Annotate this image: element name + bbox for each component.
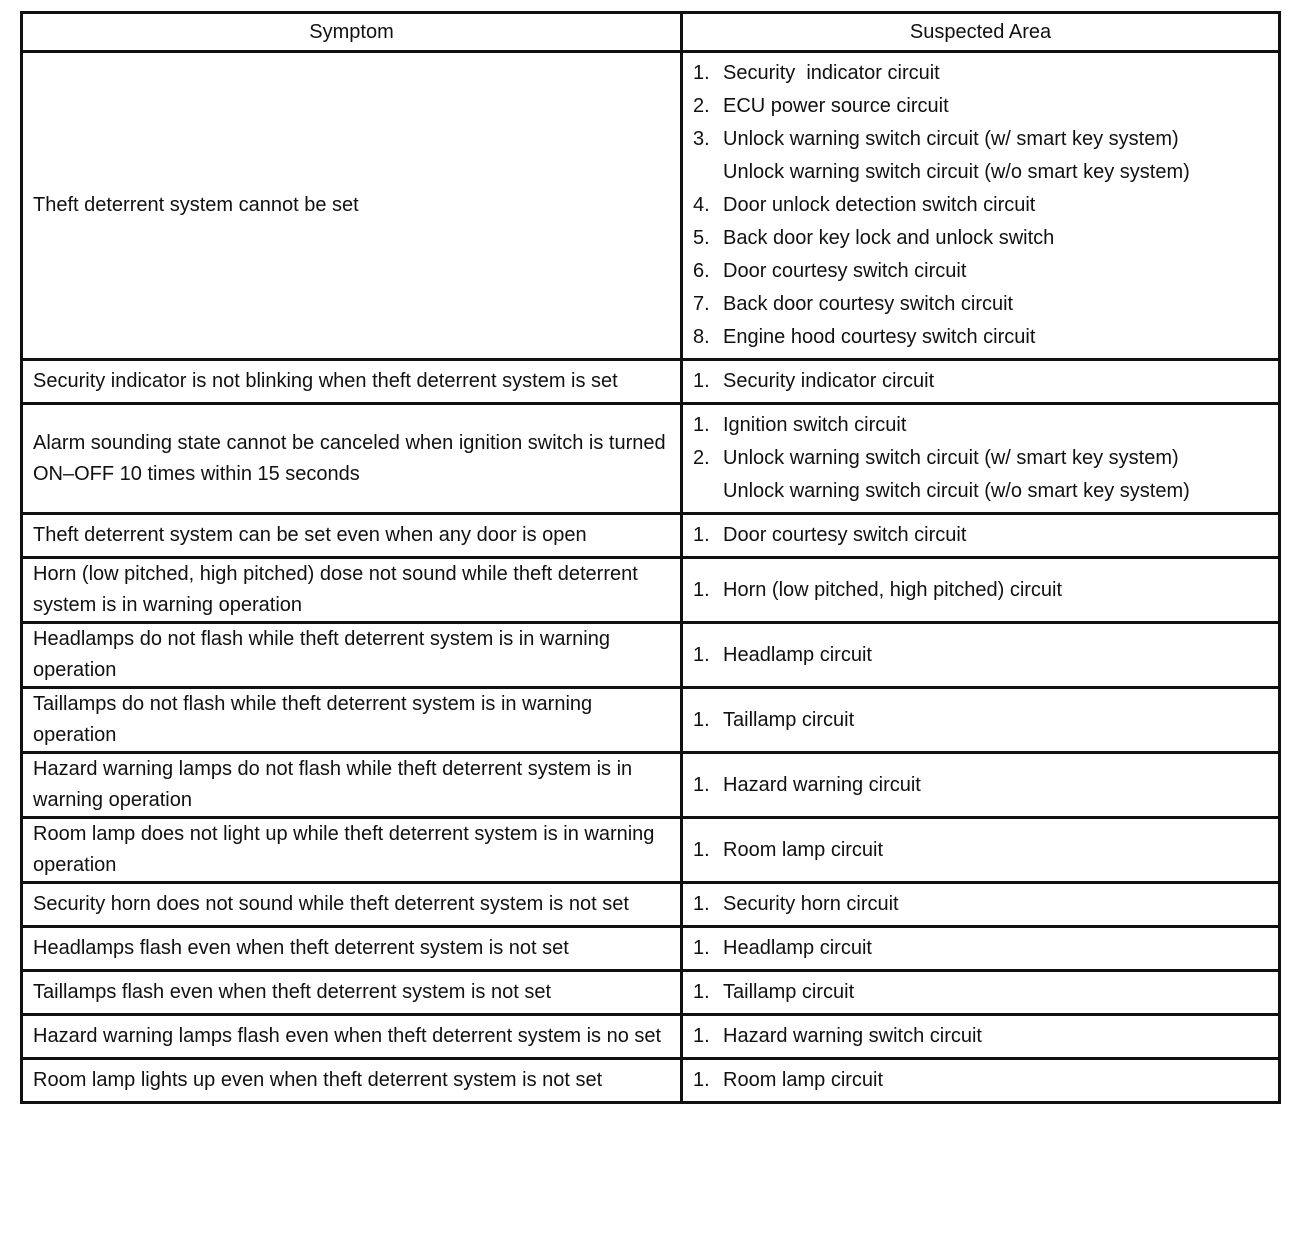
suspected-area-item — [693, 189, 1268, 222]
symptom-cell — [22, 1015, 682, 1059]
table-row — [22, 927, 1280, 971]
table-row — [22, 688, 1280, 753]
table-body — [22, 52, 1280, 1103]
suspected-area-item — [693, 1020, 1268, 1053]
symptom-text: Security horn does not sound while theft deterrent system is not set — [33, 893, 629, 915]
item-text: Door courtesy switch circuit — [723, 260, 967, 282]
suspected-area-item — [693, 639, 1268, 672]
item-number: 8. — [693, 326, 710, 348]
suspected-area-cell — [682, 404, 1280, 514]
symptom-text: Taillamps flash even when theft deterrent system is not set — [33, 981, 552, 1003]
item-number: 1. — [693, 893, 710, 915]
table-row — [22, 753, 1280, 818]
symptom-cell — [22, 688, 682, 753]
item-text: Taillamp circuit — [723, 981, 855, 1003]
item-text: Door unlock detection switch circuit — [723, 194, 1036, 216]
suspected-area-cell — [682, 1059, 1280, 1103]
item-text: Back door key lock and unlock switch — [723, 227, 1055, 249]
table-row — [22, 404, 1280, 514]
item-number: 3. — [693, 128, 710, 150]
suspected-area-item — [693, 574, 1268, 607]
suspected-area-item — [693, 156, 1268, 189]
symptom-text: Taillamps do not flash while theft deterrent system is in warning operation — [33, 693, 593, 746]
item-text: ECU power source circuit — [723, 95, 949, 117]
table-row — [22, 818, 1280, 883]
symptom-cell — [22, 52, 682, 360]
item-number — [693, 156, 723, 189]
item-text: Back door courtesy switch circuit — [723, 293, 1014, 315]
symptom-text: Hazard warning lamps do not flash while theft deterrent system is in warning operation — [33, 758, 633, 811]
symptom-cell — [22, 514, 682, 558]
table-row — [22, 514, 1280, 558]
symptom-cell — [22, 818, 682, 883]
symptom-cell — [22, 971, 682, 1015]
suspected-area-cell — [682, 623, 1280, 688]
symptom-text: Theft deterrent system can be set even when any door is open — [33, 524, 587, 546]
item-number: 1. — [693, 1069, 710, 1091]
symptom-text: Security indicator is not blinking when theft deterrent system is set — [33, 370, 618, 392]
symptom-cell — [22, 360, 682, 404]
item-number: 1. — [693, 643, 710, 666]
symptom-text: Alarm sounding state cannot be canceled when ignition switch is turned ON–OFF 10 times within 15 seconds — [33, 431, 666, 485]
table-row — [22, 1015, 1280, 1059]
item-number: 1. — [693, 524, 710, 546]
table-row — [22, 971, 1280, 1015]
symptom-text: Horn (low pitched, high pitched) dose not sound while theft deterrent system is in warning operation — [33, 563, 638, 616]
symptom-cell — [22, 1059, 682, 1103]
item-text: Security indicator circuit — [723, 370, 935, 392]
suspected-area-cell — [682, 883, 1280, 927]
symptom-text: Hazard warning lamps flash even when theft deterrent system is no set — [33, 1025, 662, 1047]
item-number: 1. — [693, 578, 710, 601]
symptom-cell — [22, 404, 682, 514]
suspected-area-item — [693, 475, 1268, 508]
suspected-area-item — [693, 932, 1268, 965]
suspected-area-item — [693, 90, 1268, 123]
suspected-area-item — [693, 222, 1268, 255]
suspected-area-cell — [682, 818, 1280, 883]
item-text: Room lamp circuit — [723, 1069, 884, 1091]
item-text: Hazard warning switch circuit — [723, 1025, 982, 1047]
item-number: 1. — [693, 62, 710, 84]
suspected-area-item — [693, 888, 1268, 921]
item-text: Door courtesy switch circuit — [723, 524, 967, 546]
item-text: Hazard warning circuit — [723, 773, 921, 796]
symptom-column-header: Symptom — [22, 13, 682, 52]
item-number: 1. — [693, 1025, 710, 1047]
table-row — [22, 360, 1280, 404]
suspected-area-item — [693, 365, 1268, 398]
symptom-text: Theft deterrent system cannot be set — [33, 194, 359, 216]
item-number: 1. — [693, 708, 710, 731]
suspected-area-item — [693, 321, 1268, 354]
item-text: Unlock warning switch circuit (w/ smart key system) — [723, 128, 1179, 150]
symptom-cell — [22, 558, 682, 623]
item-text: Unlock warning switch circuit (w/o smart key system) — [723, 161, 1190, 183]
symptom-cell — [22, 623, 682, 688]
item-number: 2. — [693, 95, 710, 117]
table-row — [22, 52, 1280, 360]
symptom-table — [20, 11, 1281, 1104]
item-number: 1. — [693, 981, 710, 1003]
suspected-area-item — [693, 769, 1268, 802]
suspected-area-cell — [682, 360, 1280, 404]
suspected-area-item — [693, 704, 1268, 737]
suspected-area-item — [693, 57, 1268, 90]
suspected-area-item — [693, 976, 1268, 1009]
symptom-text: Room lamp does not light up while theft deterrent system is in warning operation — [33, 823, 655, 876]
item-text: Security indicator circuit — [723, 62, 940, 84]
suspected-area-cell — [682, 514, 1280, 558]
suspected-area-cell — [682, 558, 1280, 623]
table-row — [22, 623, 1280, 688]
item-number — [693, 475, 723, 508]
item-number: 5. — [693, 227, 710, 249]
item-number: 1. — [693, 370, 710, 392]
suspected-area-cell — [682, 971, 1280, 1015]
suspected-area-cell — [682, 52, 1280, 360]
item-text: Ignition switch circuit — [723, 414, 907, 436]
item-text: Horn (low pitched, high pitched) circuit — [723, 578, 1063, 601]
header-row — [22, 13, 1280, 52]
suspected-area-item — [693, 123, 1268, 156]
suspected-area-column-header: Suspected Area — [682, 13, 1280, 52]
table-row — [22, 883, 1280, 927]
symptom-cell — [22, 883, 682, 927]
suspected-area-cell — [682, 927, 1280, 971]
item-number: 4. — [693, 194, 710, 216]
suspected-area-cell — [682, 1015, 1280, 1059]
suspected-area-cell — [682, 753, 1280, 818]
item-text: Taillamp circuit — [723, 708, 855, 731]
item-number: 7. — [693, 293, 710, 315]
suspected-area-item — [693, 255, 1268, 288]
suspected-area-item — [693, 288, 1268, 321]
symptom-text: Headlamps do not flash while theft deterrent system is in warning operation — [33, 628, 610, 681]
item-text: Unlock warning switch circuit (w/o smart key system) — [723, 480, 1190, 502]
suspected-area-item — [693, 519, 1268, 552]
item-text: Headlamp circuit — [723, 643, 872, 666]
item-number: 1. — [693, 937, 710, 959]
suspected-area-cell — [682, 688, 1280, 753]
suspected-area-item — [693, 442, 1268, 475]
table-row — [22, 1059, 1280, 1103]
symptom-text: Headlamps flash even when theft deterrent system is not set — [33, 937, 569, 959]
item-number: 1. — [693, 838, 710, 861]
item-text: Room lamp circuit — [723, 838, 884, 861]
item-text: Headlamp circuit — [723, 937, 872, 959]
table-row — [22, 558, 1280, 623]
item-number: 1. — [693, 414, 710, 436]
item-number: 6. — [693, 260, 710, 282]
symptom-text: Room lamp lights up even when theft deterrent system is not set — [33, 1069, 603, 1091]
suspected-area-item — [693, 409, 1268, 442]
symptom-cell — [22, 927, 682, 971]
suspected-area-item — [693, 834, 1268, 867]
item-number: 1. — [693, 773, 710, 796]
item-text: Engine hood courtesy switch circuit — [723, 326, 1036, 348]
symptom-cell — [22, 753, 682, 818]
suspected-area-item — [693, 1064, 1268, 1097]
item-number: 2. — [693, 447, 710, 469]
item-text: Security horn circuit — [723, 893, 899, 915]
item-text: Unlock warning switch circuit (w/ smart key system) — [723, 447, 1179, 469]
